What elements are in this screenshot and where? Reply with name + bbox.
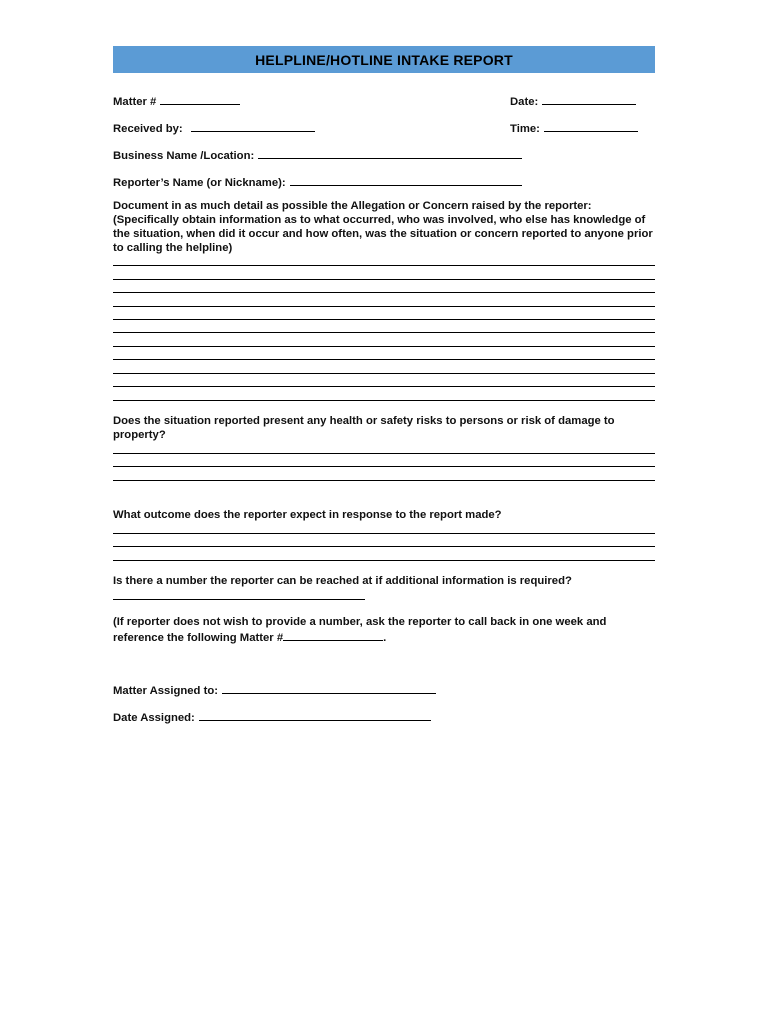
risk-answer-line[interactable] <box>113 480 655 481</box>
matter-assigned-label: Matter Assigned to: <box>113 685 219 697</box>
allegation-line[interactable] <box>113 265 655 266</box>
allegation-line[interactable] <box>113 400 655 401</box>
outcome-answer-line[interactable] <box>113 533 655 534</box>
time-field <box>510 120 638 136</box>
business-label: Business Name /Location: <box>113 150 255 162</box>
allegation-line[interactable] <box>113 306 655 307</box>
date-field <box>510 93 636 109</box>
allegation-line[interactable] <box>113 292 655 293</box>
form-title: HELPLINE/HOTLINE INTAKE REPORT <box>113 46 655 73</box>
time-label: Time: <box>510 123 540 135</box>
business-field <box>113 147 522 163</box>
matter-assigned-input-line[interactable] <box>222 682 436 694</box>
allegation-line[interactable] <box>113 279 655 280</box>
date-input-line[interactable] <box>542 93 636 105</box>
date-assigned-input-line[interactable] <box>199 709 431 721</box>
matter-assigned-field <box>113 682 436 698</box>
document-instructions: Document in as much detail as possible the Allegation or Concern raised by the reporter: (Specifically obtain information as to what occurred, who was involved, who else has knowledge of the situation, when did it occur and how often, was the situation or concern reported to anyone prior to calling the helpline) <box>113 200 653 254</box>
outcome-answer-line[interactable] <box>113 560 655 561</box>
risk-answer-line[interactable] <box>113 453 655 454</box>
callback-note-text: (If reporter does not wish to provide a number, ask the reporter to call back in one week and reference the following Matter # <box>113 616 607 644</box>
risk-question: Does the situation reported present any health or safety risks to persons or risk of damage to property? <box>113 415 615 441</box>
callback-note-period: . <box>383 632 387 644</box>
date-assigned-label: Date Assigned: <box>113 712 195 724</box>
allegation-line[interactable] <box>113 373 655 374</box>
outcome-question: What outcome does the reporter expect in response to the report made? <box>113 509 502 521</box>
allegation-line[interactable] <box>113 332 655 333</box>
callback-matter-line[interactable] <box>283 629 383 641</box>
received-by-input-line[interactable] <box>191 120 315 132</box>
allegation-line[interactable] <box>113 386 655 387</box>
callback-note <box>113 615 658 645</box>
reporter-name-input-line[interactable] <box>290 174 522 186</box>
date-label: Date: <box>510 96 539 108</box>
reporter-number-line[interactable] <box>113 599 365 600</box>
matter-field <box>113 93 240 109</box>
date-assigned-field <box>113 709 431 725</box>
number-question: Is there a number the reporter can be reached at if additional information is required? <box>113 575 572 587</box>
allegation-line[interactable] <box>113 359 655 360</box>
allegation-line[interactable] <box>113 346 655 347</box>
matter-label: Matter # <box>113 96 157 108</box>
outcome-answer-line[interactable] <box>113 546 655 547</box>
received-by-label: Received by: <box>113 123 183 135</box>
received-by-field <box>113 120 315 136</box>
matter-input-line[interactable] <box>160 93 240 105</box>
reporter-name-field <box>113 174 522 190</box>
allegation-line[interactable] <box>113 319 655 320</box>
time-input-line[interactable] <box>544 120 638 132</box>
business-input-line[interactable] <box>258 147 522 159</box>
reporter-name-label: Reporter’s Name (or Nickname): <box>113 177 286 189</box>
risk-answer-line[interactable] <box>113 466 655 467</box>
